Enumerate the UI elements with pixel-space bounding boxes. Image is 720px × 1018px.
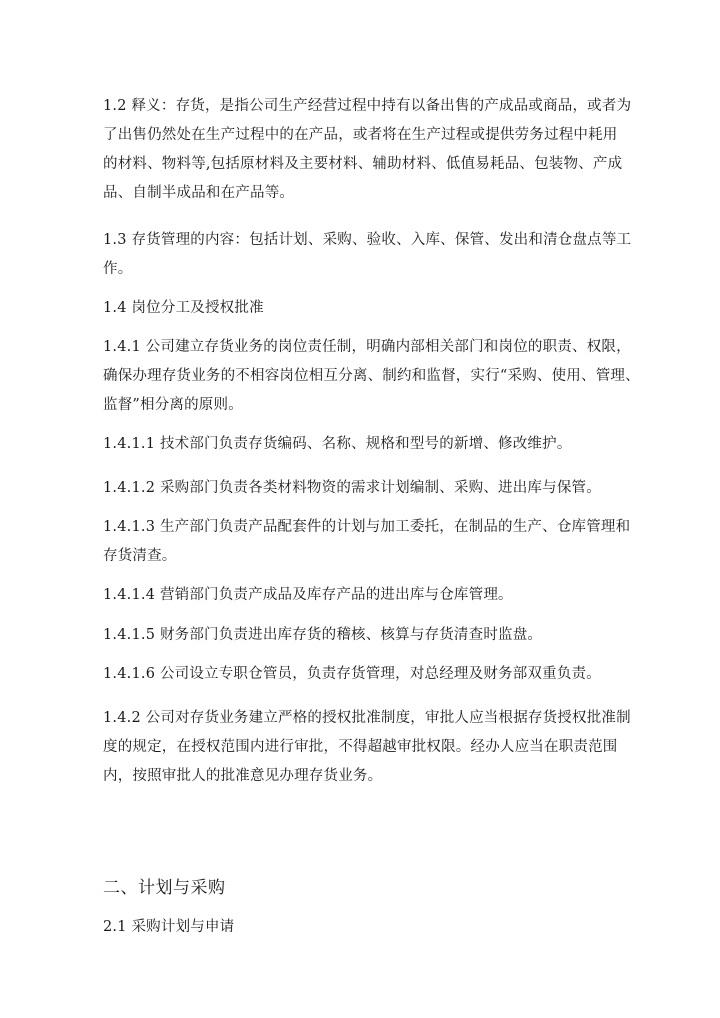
- text-line: 1.4.1.3 生产部门负责产品配套件的计划与加工委托，在制品的生产、仓库管理和: [103, 519, 631, 535]
- text-line: 内，按照审批人的批准意见办理存货业务。: [103, 768, 383, 784]
- section-heading: 二、计划与采购: [103, 878, 226, 898]
- paragraph-1-4-1-3: [103, 513, 631, 571]
- subsection-title: [103, 913, 628, 942]
- text-line: 了出售仍然处在生产过程中的在产品，或者将在生产过程或提供劳务过程中耗用: [103, 127, 618, 143]
- text-line: 品、自制半成品和在产品等。: [103, 185, 295, 201]
- text-line: 1.4.1.5 财务部门负责进出库存货的稽核、核算与存货清查时监盘。: [103, 627, 543, 643]
- paragraph-1-4-1-4: [103, 581, 628, 610]
- paragraph-1-4: [103, 294, 628, 323]
- text-line: 的材料、物料等,包括原材料及主要材料、辅助材料、低值易耗品、包装物、产成: [103, 156, 623, 172]
- paragraph-1-2: [103, 92, 632, 208]
- paragraph-1-4-1-5: [103, 621, 628, 650]
- text-line: 1.2 释义：存货，是指公司生产经营过程中持有以备出售的产成品或商品，或者为: [103, 98, 632, 114]
- text-line: 2.1 采购计划与申请: [103, 919, 235, 935]
- text-line: 1.4 岗位分工及授权批准: [103, 300, 264, 316]
- paragraph-1-4-1-2: [103, 474, 628, 503]
- text-line: 监督”相分离的原则。: [103, 397, 243, 413]
- text-line: 度的规定，在授权范围内进行审批，不得超越审批权限。经办人应当在职责范围: [103, 739, 618, 755]
- text-line: 作。: [103, 261, 133, 277]
- text-line: 存货清查。: [103, 548, 177, 564]
- paragraph-1-4-1-6: [103, 660, 628, 689]
- text-line: 1.4.2 公司对存货业务建立严格的授权批准制度，审批人应当根据存货授权批准制: [103, 710, 631, 726]
- paragraph-1-4-2: [103, 704, 631, 791]
- text-line: 1.3 存货管理的内容：包括计划、采购、验收、入库、保管、发出和清仓盘点等工: [103, 232, 632, 248]
- text-line: 1.4.1 公司建立存货业务的岗位责任制，明确内部相关部门和岗位的职责、权限，: [103, 339, 631, 355]
- text-line: 1.4.1.1 技术部门负责存货编码、名称、规格和型号的新增、修改维护。: [103, 436, 572, 452]
- text-line: 1.4.1.6 公司设立专职仓管员，负责存货管理，对总经理及财务部双重负责。: [103, 666, 601, 682]
- paragraph-1-4-1-1: [103, 430, 628, 459]
- text-line: 1.4.1.4 营销部门负责产成品及库存产品的进出库与仓库管理。: [103, 587, 513, 603]
- paragraph-1-3: [103, 226, 632, 284]
- paragraph-1-4-1: [103, 333, 640, 420]
- text-line: 确保办理存货业务的不相容岗位相互分离、制约和监督，实行“采购、使用、管理、: [103, 368, 640, 384]
- text-line: 1.4.1.2 采购部门负责各类材料物资的需求计划编制、采购、进出库与保管。: [103, 480, 601, 496]
